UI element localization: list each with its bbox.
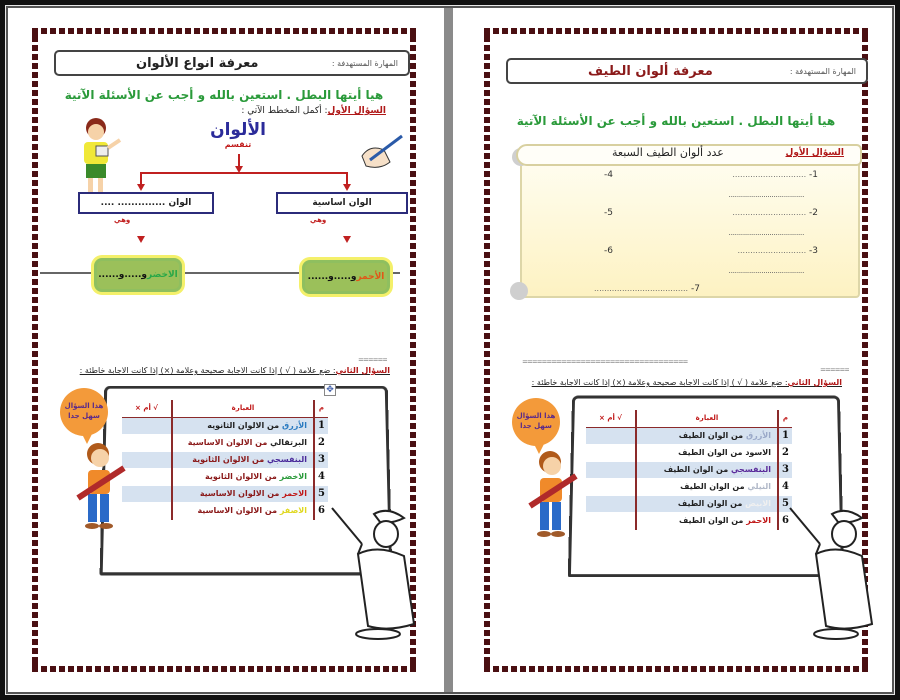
question-2-heading [80, 366, 390, 375]
question-instruction: : ضع علامة ( √ ) إذا كانت الاجابة صحيحة وعلامة (×) إذا كانت الاجابة خاطئة : [79, 366, 336, 375]
row-num: 3 [314, 451, 328, 468]
color-word: البنفسجي [730, 465, 771, 474]
question-2-heading [532, 378, 842, 387]
question-label: السؤال الأول [785, 148, 844, 158]
answer-blank[interactable]: ..................................... [728, 190, 804, 199]
answer-cell[interactable] [586, 512, 636, 529]
branch-sub: وهي [114, 216, 131, 224]
skill-box [54, 50, 410, 76]
color-word: الاصفر [279, 506, 307, 515]
color-word: الابيض [745, 499, 771, 508]
row-num: 4 [314, 468, 328, 485]
table-row [586, 512, 792, 529]
header-statement: العبارة [172, 400, 314, 417]
statement-rest: من الالوان الثانوية [192, 455, 265, 464]
arrow-down-icon [137, 236, 145, 243]
table-row [586, 427, 792, 444]
answer-blank[interactable]: ..................................... [728, 266, 804, 275]
boy-with-pencil-illustration [524, 448, 580, 540]
row-num: 6 [778, 512, 792, 529]
row-num: 1 [778, 427, 792, 444]
table-row [122, 451, 328, 468]
skill-title: معرفة ألوان الطيف [588, 63, 713, 79]
move-handle-icon[interactable]: ✥ [324, 384, 336, 396]
table-row [122, 468, 328, 485]
motivation-text: هيا أيتها البطل . استعين بالله و أجب عن الأسئلة الآتية [64, 88, 384, 102]
question-label: السؤال الثاني [787, 378, 842, 387]
row-statement [636, 461, 778, 478]
row-statement [636, 444, 778, 461]
branch-primary-colors [276, 192, 408, 214]
color-word: البنفسجي [266, 455, 307, 464]
row-num: 4 [778, 478, 792, 495]
row-num: 2 [314, 434, 328, 451]
worksheet-page-left [18, 14, 430, 686]
item-number: -1 [809, 170, 818, 180]
statement-rest: من الالوان الثانويه [207, 421, 280, 430]
answer-blank: ............................. [732, 208, 807, 217]
row-statement [636, 495, 778, 512]
row-statement [172, 417, 314, 434]
row-num: 6 [314, 502, 328, 519]
answer-blank[interactable]: ..................................... [728, 228, 804, 237]
statement-rest: من الوان الطيف [679, 516, 744, 525]
skill-label: المهارة المستهدفة : [789, 66, 856, 76]
table-row [586, 444, 792, 461]
question-label: السؤال الثاني [335, 366, 390, 375]
statement-rest: من الوان الطيف [678, 448, 743, 457]
answer-cell[interactable] [122, 434, 172, 451]
header-statement: العبارة [636, 410, 778, 427]
skill-label: المهارة المستهدفة : [331, 58, 398, 68]
item-number: -5 [604, 208, 613, 218]
color-word: البرتقالي [270, 438, 307, 447]
answer-cell[interactable] [122, 468, 172, 485]
row-num: 5 [778, 495, 792, 512]
header-answer: √ أم × [586, 410, 636, 427]
question-title: عدد ألوان الطيف السبعة [612, 146, 724, 159]
color-word: الاخضر [279, 472, 307, 481]
table-row [122, 502, 328, 519]
answer-blank: ............................. [732, 170, 807, 179]
answer-cell[interactable] [586, 427, 636, 444]
answer-item[interactable] [732, 208, 818, 218]
mindmap-root [198, 120, 278, 149]
color-word: الأزرق [745, 431, 771, 440]
answer-cell[interactable] [586, 461, 636, 478]
speech-bubble: هذا السؤال سهل جدا [60, 388, 108, 436]
separator: ================================== [522, 358, 688, 366]
answer-cell[interactable] [586, 495, 636, 512]
row-statement [172, 434, 314, 451]
skill-title: معرفة انواع الألوان [136, 55, 259, 71]
statement-rest: من الوان الطيف [680, 482, 745, 491]
answer-item[interactable] [604, 208, 613, 218]
boy-with-pencil-illustration [72, 440, 128, 532]
table-row [122, 434, 328, 451]
answer-cell[interactable] [122, 417, 172, 434]
answer-blank: ..................................... [594, 284, 689, 293]
header-num: م [314, 400, 328, 417]
skill-box [506, 58, 868, 84]
answer-box-primary[interactable] [302, 260, 390, 294]
answer-item[interactable] [594, 284, 700, 294]
statement-rest: من الالوان الاساسية [197, 506, 278, 515]
row-statement [172, 502, 314, 519]
worksheet-page-right [470, 14, 882, 686]
motivation-text: هيا أيتها البطل . استعين بالله و أجب عن الأسئلة الآتية [516, 114, 836, 128]
branch-label: الوان اساسية [312, 198, 372, 208]
answer-box-secondary[interactable] [94, 258, 182, 292]
mindmap-root-title: الألوان [210, 120, 266, 140]
statement-rest: من الالوان الاساسية [187, 438, 268, 447]
hand-writing-illustration [356, 132, 406, 172]
color-word: النيلي [747, 482, 771, 491]
separator: ====== [358, 356, 388, 364]
answer-blanks: و.....و...... [307, 272, 357, 282]
item-number: -7 [690, 284, 700, 294]
connector-line [140, 172, 348, 174]
scroll-curl [510, 282, 528, 300]
speech-bubble: هذا السؤال سهل جدا [512, 398, 560, 446]
separator: ====== [820, 366, 850, 374]
branch-blank-colors [78, 192, 214, 214]
statement-rest: من الوان الطيف [678, 431, 744, 440]
row-statement [636, 478, 778, 495]
question-instruction: : أكمل المخطط الآتي : [241, 106, 328, 116]
arrow-down-icon [343, 184, 351, 191]
statement-rest: من الالوان الاساسية [199, 489, 280, 498]
arrow-down-icon [343, 236, 351, 243]
answer-item[interactable] [732, 170, 818, 180]
header-num: م [778, 410, 792, 427]
question-label: السؤال الأول [327, 106, 386, 116]
true-false-table [586, 410, 792, 530]
question-1-heading [241, 106, 386, 116]
color-word: الاسود [745, 448, 771, 457]
table-row [122, 485, 328, 502]
answer-item[interactable] [604, 246, 613, 256]
mindmap-root-sub: تنقسم [224, 140, 252, 149]
answer-cell[interactable] [586, 444, 636, 461]
table-row [122, 417, 328, 434]
answer-color-word: الاخضر [147, 270, 178, 280]
statement-rest: من الالوان الثانوية [204, 472, 277, 481]
boy-reading-illustration [72, 116, 128, 196]
question-instruction: : ضع علامة ( √ ) إذا كانت الاجابة صحيحة وعلامة (×) إذا كانت الاجابة خاطئة : [531, 378, 788, 387]
row-num: 5 [314, 485, 328, 502]
header-answer: √ أم × [122, 400, 172, 417]
row-statement [172, 485, 314, 502]
answer-blank: ........................... [737, 246, 807, 255]
row-statement [636, 512, 778, 529]
statement-rest: من الوان الطيف [663, 465, 729, 474]
row-num: 3 [778, 461, 792, 478]
table-row [586, 461, 792, 478]
table-row [586, 478, 792, 495]
page-divider [438, 8, 460, 692]
table-row [586, 495, 792, 512]
branch-sub: وهي [310, 216, 327, 224]
item-number: -4 [604, 170, 613, 180]
item-number: -2 [809, 208, 818, 218]
branch-label: الوان .............. .... [100, 198, 192, 208]
true-false-table [122, 400, 328, 520]
answer-color-word: الأحمر [356, 272, 385, 282]
spectrum-scroll-card [520, 146, 860, 298]
color-word: الأزرق [281, 421, 307, 430]
row-statement [172, 468, 314, 485]
color-word: الاحمر [746, 516, 771, 525]
statement-rest: من الوان الطيف [677, 499, 743, 508]
answer-item[interactable] [604, 170, 613, 180]
row-statement [636, 427, 778, 444]
row-num: 1 [314, 417, 328, 434]
answer-cell[interactable] [586, 478, 636, 495]
answer-cell[interactable] [122, 502, 172, 519]
answer-blanks: و.....و...... [98, 270, 148, 280]
teacher-pointing-illustration [328, 504, 418, 644]
answer-cell[interactable] [122, 451, 172, 468]
item-number: -3 [809, 246, 818, 256]
answer-cell[interactable] [122, 485, 172, 502]
row-num: 2 [778, 444, 792, 461]
answer-item[interactable] [737, 246, 818, 256]
arrow-down-icon [137, 184, 145, 191]
teacher-pointing-illustration [786, 504, 876, 644]
item-number: -6 [604, 246, 613, 256]
color-word: الاحمر [282, 489, 307, 498]
row-statement [172, 451, 314, 468]
